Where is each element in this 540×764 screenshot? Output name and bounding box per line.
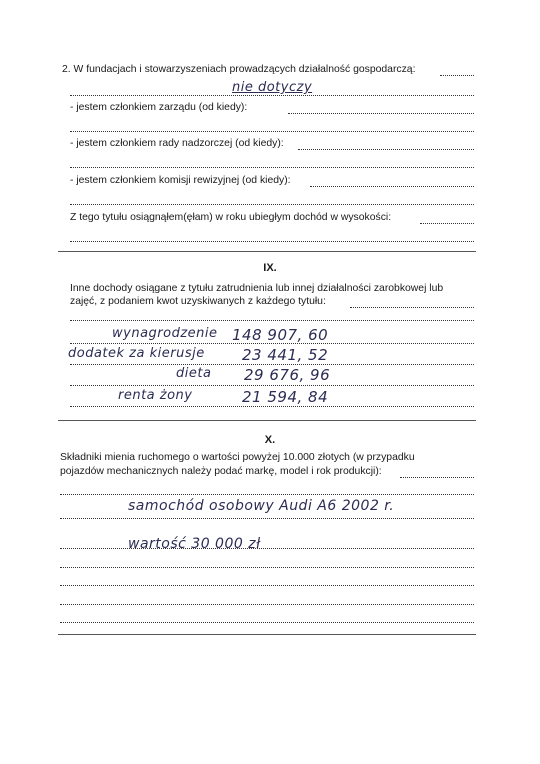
section-x-heading: X. (264, 434, 276, 446)
section-separator (58, 420, 476, 421)
fill-line (70, 406, 474, 407)
income-entry-label: wynagrodzenie (112, 326, 218, 341)
fill-line (288, 113, 474, 114)
fill-line (420, 223, 474, 224)
foundations-answer: nie dotyczy (232, 80, 313, 95)
fill-line (60, 494, 474, 495)
fill-line (70, 95, 474, 96)
income-entry-label: renta żony (118, 388, 193, 403)
fill-line (60, 567, 474, 568)
section-separator (58, 251, 476, 252)
foundations-question: 2. W fundacjach i stowarzyszeniach prowadzących działalność gospodarczą: (62, 64, 416, 75)
fill-line (70, 364, 474, 365)
movable-property-line1: Składniki mienia ruchomego o wartości powyżej 10.000 złotych (w przypadku (60, 452, 415, 463)
income-entry-amount: 148 907, 60 (232, 326, 329, 344)
other-income-line1: Inne dochody osiągane z tytułu zatrudnienia lub innej działalności zarobkowej lub (70, 283, 444, 294)
section-ix-heading: IX. (263, 262, 277, 274)
fill-line (70, 241, 474, 242)
fill-line (400, 477, 474, 478)
fill-line (440, 75, 474, 76)
fill-line (298, 149, 474, 150)
income-label: Z tego tytułu osiągnąłem(ęłam) w roku ubiegłym dochód w wysokości: (70, 212, 392, 223)
fill-line (70, 385, 474, 386)
income-entry-amount: 23 441, 52 (242, 346, 329, 364)
fill-line (70, 204, 474, 205)
fill-line (350, 307, 474, 308)
income-entry-label: dieta (176, 366, 212, 381)
income-entry-amount: 29 676, 96 (244, 366, 331, 384)
fill-line (70, 131, 474, 132)
board-member-label: - jestem członkiem zarządu (od kiedy): (70, 102, 248, 113)
vehicle-value: wartość 30 000 zł (128, 536, 261, 552)
fill-line (60, 518, 474, 519)
fill-line (60, 622, 474, 623)
movable-property-line2: pojazdów mechanicznych należy podać markę, model i rok produkcji): (60, 466, 382, 477)
income-entry-amount: 21 594, 84 (242, 388, 329, 406)
fill-line (70, 343, 474, 344)
fill-line (60, 548, 474, 549)
fill-line (60, 604, 474, 605)
fill-line (70, 320, 474, 321)
fill-line (60, 585, 474, 586)
audit-committee-label: - jestem członkiem komisji rewizyjnej (od kiedy): (70, 175, 291, 186)
section-separator (58, 634, 476, 635)
fill-line (310, 186, 474, 187)
income-entry-label: dodatek za kierusje (68, 346, 205, 361)
fill-line (70, 167, 474, 168)
other-income-line2: zajęć, z podaniem kwot uzyskiwanych z każdego tytułu: (70, 296, 326, 307)
supervisory-board-label: - jestem członkiem rady nadzorczej (od kiedy): (70, 138, 284, 149)
vehicle-entry: samochód osobowy Audi A6 2002 r. (128, 498, 395, 514)
